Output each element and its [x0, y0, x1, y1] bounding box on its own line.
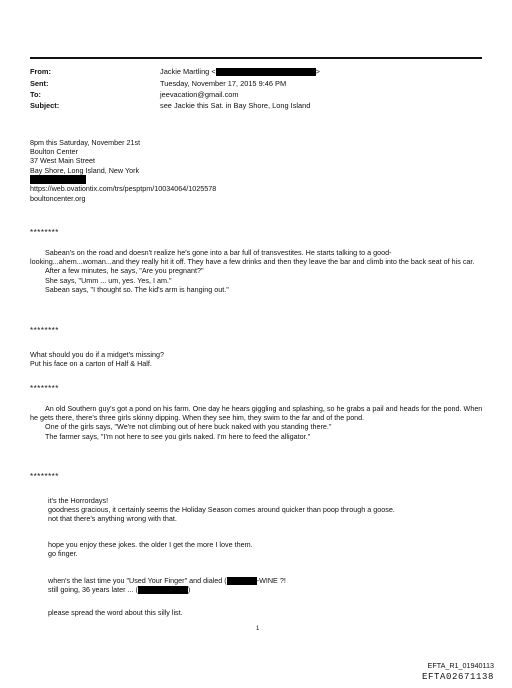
closing-notes-4: [48, 608, 183, 617]
from-tail: >: [315, 67, 320, 76]
page-number: 1: [256, 626, 260, 632]
footer-reference: EFTA02671138: [421, 672, 494, 682]
event-ticket-url: https://web.ovationtix.com/trs/pesptpm/10034064/1025578: [30, 184, 217, 194]
footer-reference-r1: EFTA_R1_01940113: [427, 661, 494, 670]
closing-line: when's the last time you "Used Your Finger" and dialed ( -WINE ?!: [48, 576, 286, 585]
from-name: Jackie Martling <: [160, 67, 216, 76]
from-row: [30, 66, 490, 77]
to-value: jeevacation@gmail.com: [160, 90, 239, 99]
closing-notes-2: [48, 540, 253, 558]
joke-paragraph: Sabean's on the road and doesn't realize he's gone into a bar full of transvestites. He starts talking to a good-looking...ahem...woman...and they really hit it off. They have a few drinks and then they leave the bar and climb into the back seat of his car.: [30, 248, 475, 267]
event-website: boultoncenter.org: [30, 193, 86, 203]
joke-line: One of the girls says, "We're not climbing out of here buck naked with you standing there.": [45, 422, 332, 432]
joke-transvestite-bar: [30, 248, 485, 294]
subject-label: Subject:: [30, 101, 60, 110]
joke-alligator: [30, 404, 485, 441]
redaction-bar: [138, 586, 188, 594]
closing-line: it's the Horrordays!: [48, 496, 109, 505]
to-label: To:: [30, 90, 41, 99]
joke-line: The farmer says, "I'm not here to see you girls naked. I'm here to feed the alligator.": [45, 431, 311, 441]
event-venue: Boulton Center: [30, 147, 78, 157]
separator: ********: [30, 326, 59, 335]
to-row: [30, 89, 490, 100]
joke-line: What should you do if a midget's missing?: [30, 350, 165, 359]
event-city: Bay Shore, Long Island, New York: [30, 165, 140, 175]
redaction-bar: [216, 68, 316, 76]
event-details: [30, 138, 216, 203]
subject-value: see Jackie this Sat. in Bay Shore, Long Island: [160, 101, 311, 110]
separator: ********: [30, 384, 59, 393]
event-time: 8pm this Saturday, November 21st: [30, 138, 141, 147]
closing-line: not that there's anything wrong with that.: [48, 514, 177, 524]
separator: ********: [30, 228, 59, 237]
closing-line: goodness gracious, it certainly seems the Holiday Season comes around quicker than poop through a goose.: [48, 505, 395, 515]
header-rule: [30, 57, 482, 59]
sent-row: [30, 78, 490, 89]
closing-line: go finger.: [48, 549, 78, 559]
redaction-bar: [30, 175, 216, 185]
joke-line: She says, "Umm ... um, yes. Yes, I am.": [45, 275, 172, 285]
sent-label: Sent:: [30, 79, 49, 88]
subject-row: [30, 100, 490, 111]
joke-line: After a few minutes, he says, "Are you pregnant?": [45, 266, 204, 276]
joke-midget: [30, 350, 164, 368]
closing-notes: [48, 496, 395, 524]
closing-line: please spread the word about this silly list.: [48, 608, 183, 617]
joke-line: Put his face on a carton of Half & Half.: [30, 359, 152, 369]
from-label: From:: [30, 67, 51, 76]
from-value: [160, 66, 320, 77]
joke-line: Sabean says, "I thought so. The kid's arm is hanging out.": [45, 284, 229, 294]
separator: ********: [30, 472, 59, 481]
sent-value: Tuesday, November 17, 2015 9:46 PM: [160, 79, 287, 88]
closing-line: hope you enjoy these jokes. the older I get the more I love them.: [48, 540, 253, 549]
event-street: 37 West Main Street: [30, 156, 95, 166]
joke-paragraph: An old Southern guy's got a pond on his farm. One day he hears giggling and splashing, so he grabs a pail and heads for the pond. When he gets there, there's three girls skinny dipping. When they see him, they swim to the far and of the pond.: [30, 404, 483, 423]
redaction-bar: [227, 577, 257, 585]
closing-line: still going, 36 years later ... ( ): [48, 585, 191, 595]
closing-notes-3: [48, 576, 286, 594]
